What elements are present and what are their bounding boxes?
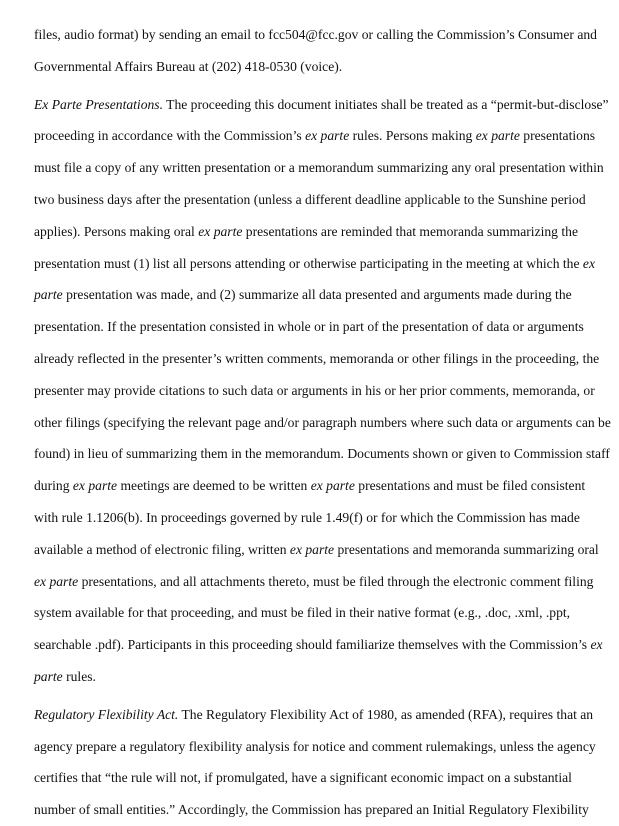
rfa-paragraph [34, 699, 619, 826]
text-run: proceeding in accordance with the Commission’s [34, 128, 306, 144]
text-run: presentations and memoranda summarizing oral [334, 541, 599, 557]
italic-term: ex parte [198, 223, 243, 239]
paragraph-heading: Ex Parte Presentations. [34, 96, 163, 112]
text-line: already reflected in the presenter’s written comments, memoranda or other filings in the proceeding, the [34, 350, 600, 366]
italic-term: ex parte [34, 573, 79, 589]
text-line: Governmental Affairs Bureau at (202) 418-0530 (voice). [34, 58, 343, 74]
contact-paragraph [34, 19, 619, 83]
text-run: searchable .pdf). Participants in this proceeding should familiarize themselves with the Commission’s [34, 637, 591, 653]
text-line: number of small entities.” Accordingly, the Commission has prepared an Initial Regulatory Flexibility [34, 802, 589, 818]
ex-parte-paragraph [34, 89, 619, 693]
text-line: presentation. If the presentation consisted in whole or in part of the presentation of data or arguments [34, 319, 584, 335]
italic-term: ex parte [305, 128, 350, 144]
text-run: presentations are reminded that memoranda summarizing the [242, 223, 578, 239]
text-line: agency prepare a regulatory flexibility analysis for notice and comment rulemakings, unless the agency [34, 738, 596, 754]
text-line: with rule 1.1206(b). In proceedings governed by rule 1.49(f) or for which the Commission has made [34, 509, 580, 525]
text-line [34, 120, 619, 152]
text-line [34, 470, 619, 502]
italic-term: ex parte [310, 478, 355, 494]
text-line: system available for that proceeding, and must be filed in their native format (e.g., .doc, .xml, .ppt, [34, 605, 571, 621]
italic-term: ex parte [475, 128, 520, 144]
text-line [34, 534, 619, 566]
text-line [34, 699, 619, 731]
text-line: found) in lieu of summarizing them in the memorandum. Documents shown or given to Commission staff [34, 446, 610, 462]
text-run: presentations and must be filed consistent [354, 478, 586, 494]
text-line: files, audio format) by sending an email to fcc504@fcc.gov or calling the Commission’s Consumer and [34, 27, 597, 42]
text-run: presentations [519, 128, 596, 144]
text-line: must file a copy of any written presentation or a memorandum summarizing any oral presentation within [34, 160, 604, 176]
text-line [34, 566, 619, 598]
italic-term: parte [34, 287, 63, 303]
text-run: available a method of electronic filing, written [34, 541, 290, 557]
text-run: presentation was made, and (2) summarize all data presented and arguments made during the [62, 287, 572, 303]
text-line [34, 279, 619, 311]
text-run: applies). Persons making oral [34, 223, 199, 239]
italic-term: ex [582, 255, 595, 271]
italic-term: parte [34, 668, 63, 684]
text-run: meetings are deemed to be written [117, 478, 311, 494]
italic-term: ex [590, 637, 603, 653]
text-run: The Regulatory Flexibility Act of 1980, as amended (RFA), requires that an [178, 706, 594, 722]
text-run: The proceeding this document initiates shall be treated as a “permit-but-disclose” [163, 96, 609, 112]
text-run: during [34, 478, 73, 494]
text-line [34, 248, 619, 280]
text-line [34, 216, 619, 248]
text-line: certifies that “the rule will not, if promulgated, have a significant economic impact on a substantial [34, 770, 572, 786]
text-line: presenter may provide citations to such data or arguments in his or her prior comments, memoranda, or [34, 382, 595, 398]
text-line [34, 89, 619, 121]
text-run: presentations, and all attachments thereto, must be filed through the electronic comment filing [78, 573, 594, 589]
paragraph-heading: Regulatory Flexibility Act. [34, 706, 179, 722]
text-run: presentation must (1) list all persons attending or otherwise participating in the meeting at which the [34, 255, 583, 271]
text-line [34, 629, 619, 661]
italic-term: ex parte [72, 478, 118, 494]
text-line [34, 661, 619, 693]
text-line: two business days after the presentation (unless a different deadline applicable to the Sunshine period [34, 191, 586, 207]
text-line: other filings (specifying the relevant page and/or paragraph numbers where such data or arguments can be [34, 414, 611, 430]
text-run: rules. Persons making [349, 128, 476, 144]
text-run: rules. [62, 668, 96, 684]
italic-term: ex parte [289, 541, 335, 557]
